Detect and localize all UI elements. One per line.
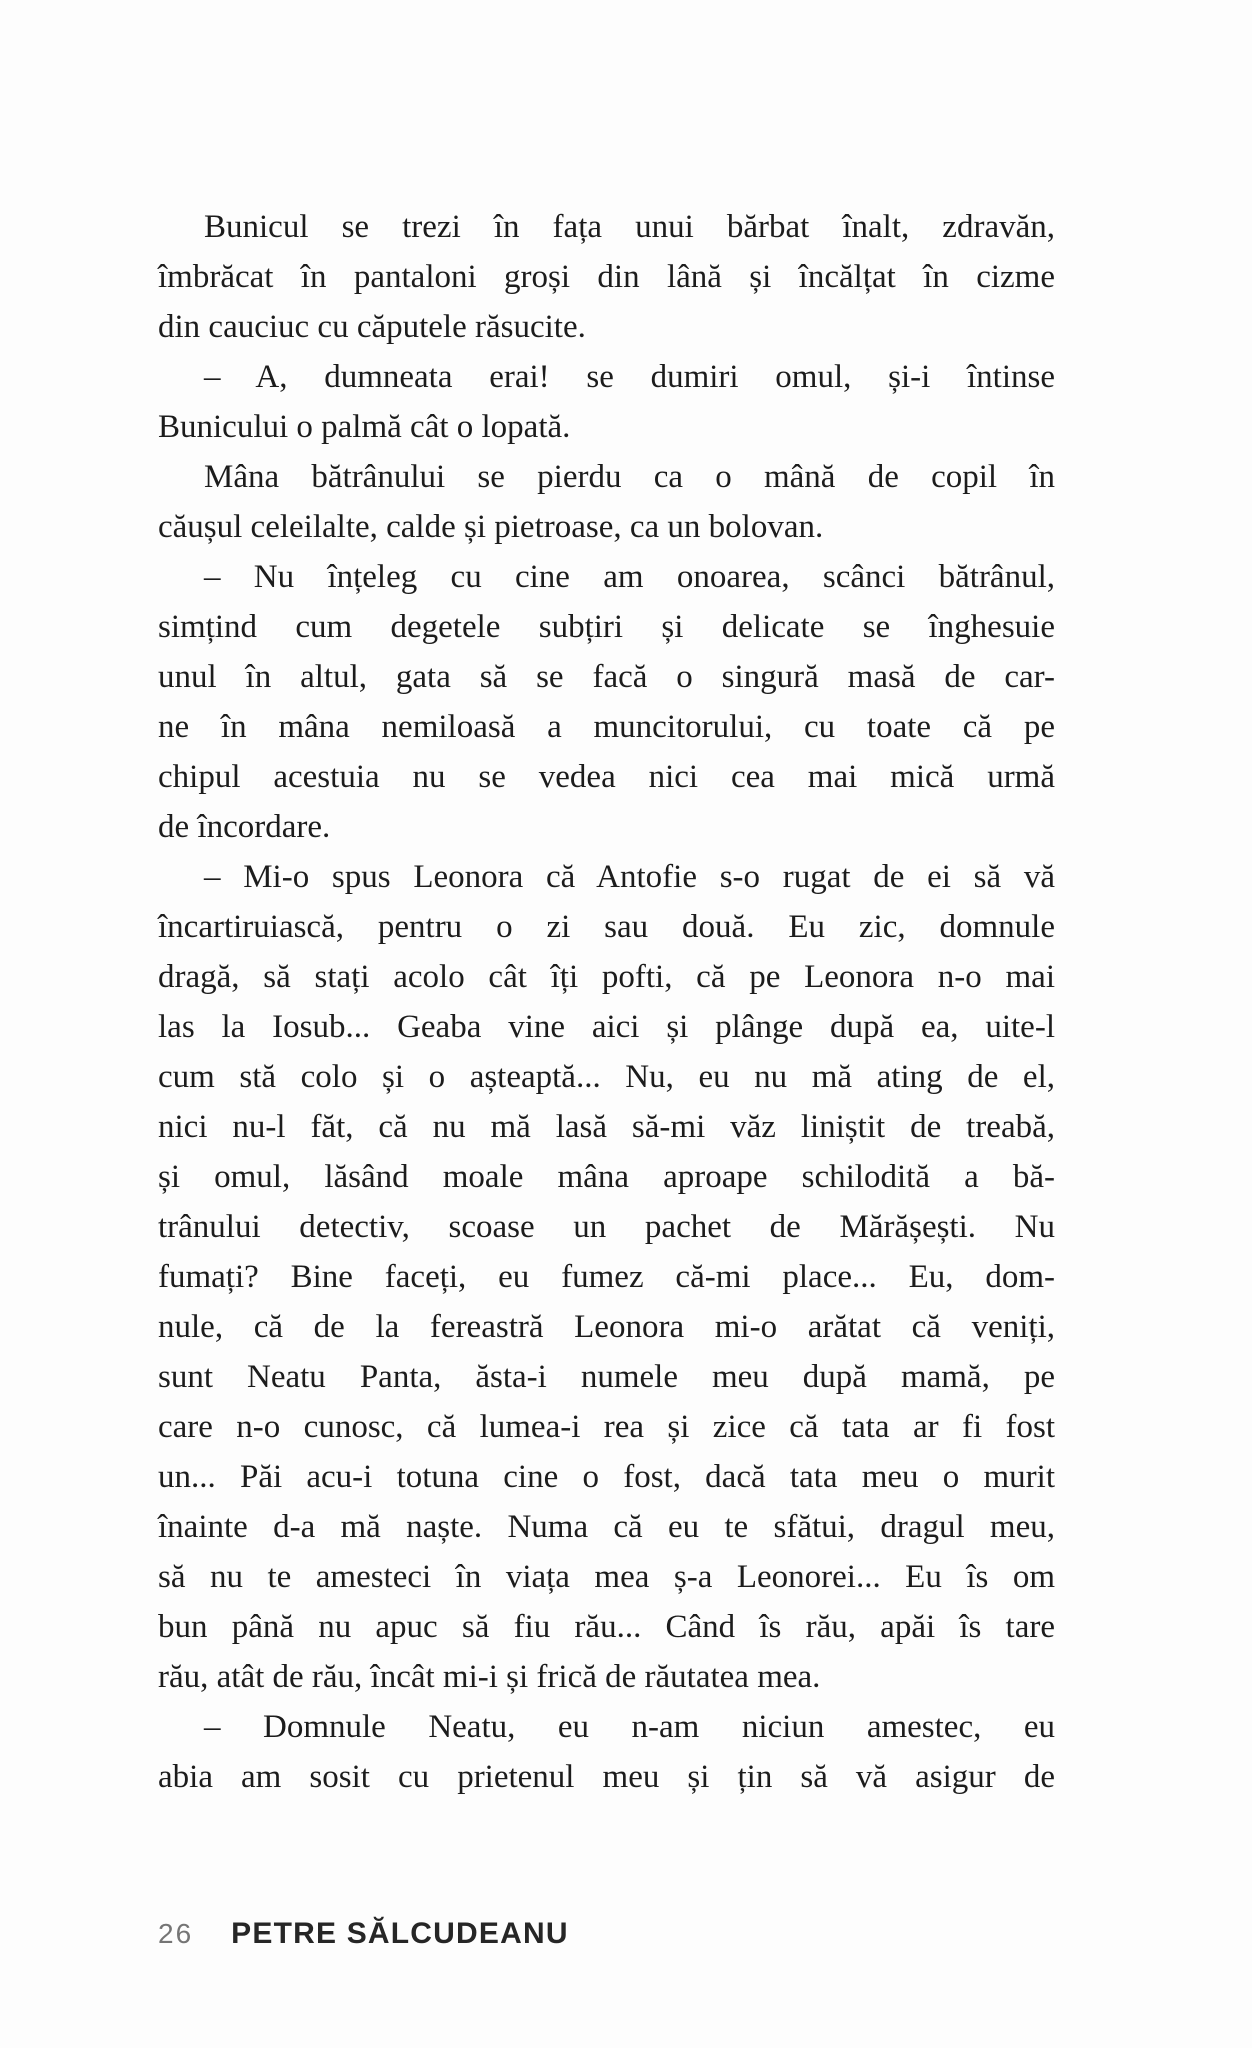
text-line: înainte d-a mă naște. Numa că eu te sfătui, dragul meu, (158, 1509, 1055, 1545)
running-footer-author: PETRE SĂLCUDEANU (231, 1917, 569, 1950)
text-line: simțind cum degetele subțiri și delicate se înghesuie (158, 609, 1055, 645)
text-line: las la Iosub... Geaba vine aici și plânge după ea, uite-l (158, 1009, 1055, 1045)
paragraph (158, 1702, 1055, 1802)
text-line: încartiruiască, pentru o zi sau două. Eu zic, domnule (158, 909, 1055, 945)
text-line: – Nu înțeleg cu cine am onoarea, scânci bătrânul, (204, 559, 1055, 595)
text-line: unul în altul, gata să se facă o singură masă de car- (158, 659, 1055, 695)
body-text (158, 202, 1055, 1802)
text-line: – Domnule Neatu, eu n-am niciun amestec, eu (204, 1709, 1055, 1745)
text-line: sunt Neatu Panta, ăsta-i numele meu după mamă, pe (158, 1359, 1055, 1395)
text-line: chipul acestuia nu se vedea nici cea mai mică urmă (158, 759, 1055, 795)
text-line: căușul celeilalte, calde și pietroase, ca un bolovan. (158, 509, 824, 545)
text-line: să nu te amesteci în viața mea ș-a Leonorei... Eu îs om (158, 1559, 1055, 1595)
text-line: abia am sosit cu prietenul meu și țin să vă asigur de (158, 1759, 1055, 1795)
text-line: îmbrăcat în pantaloni groși din lână și încălțat în cizme (158, 259, 1055, 295)
text-line: și omul, lăsând moale mâna aproape schilodită a bă- (158, 1159, 1055, 1195)
running-footer (158, 1917, 569, 1951)
text-line: din cauciuc cu căputele răsucite. (158, 309, 586, 345)
text-line: trânului detectiv, scoase un pachet de Mărășești. Nu (158, 1209, 1055, 1245)
text-line: dragă, să stați acolo cât îți pofti, că pe Leonora n-o mai (158, 959, 1055, 995)
text-line: – Mi-o spus Leonora că Antofie s-o rugat de ei să vă (204, 859, 1055, 895)
text-line: Bunicului o palmă cât o lopată. (158, 409, 571, 445)
paragraph (158, 452, 1055, 552)
paragraph (158, 352, 1055, 452)
text-line: ne în mâna nemiloasă a muncitorului, cu toate că pe (158, 709, 1055, 745)
text-line: bun până nu apuc să fiu rău... Când îs rău, apăi îs tare (158, 1609, 1055, 1645)
text-line: – A, dumneata erai! se dumiri omul, și-i întinse (204, 359, 1055, 395)
text-line: Mâna bătrânului se pierdu ca o mână de copil în (204, 459, 1055, 495)
paragraph (158, 552, 1055, 852)
text-line: care n-o cunosc, că lumea-i rea și zice că tata ar fi fost (158, 1409, 1055, 1445)
text-line: nule, că de la fereastră Leonora mi-o arătat că veniți, (158, 1309, 1055, 1345)
text-line: un... Păi acu-i totuna cine o fost, dacă tata meu o murit (158, 1459, 1055, 1495)
text-line: rău, atât de rău, încât mi-i și frică de răutatea mea. (158, 1659, 821, 1695)
text-line: nici nu-l făt, că nu mă lasă să-mi văz liniștit de treabă, (158, 1109, 1055, 1145)
paragraph (158, 202, 1055, 352)
paragraph (158, 852, 1055, 1702)
text-line: cum stă colo și o așteaptă... Nu, eu nu mă ating de el, (158, 1059, 1055, 1095)
page-number: 26 (158, 1918, 194, 1949)
text-line: Bunicul se trezi în fața unui bărbat înalt, zdravăn, (204, 209, 1055, 245)
text-line: de încordare. (158, 809, 331, 845)
text-line: fumați? Bine faceți, eu fumez că-mi place... Eu, dom- (158, 1259, 1055, 1295)
